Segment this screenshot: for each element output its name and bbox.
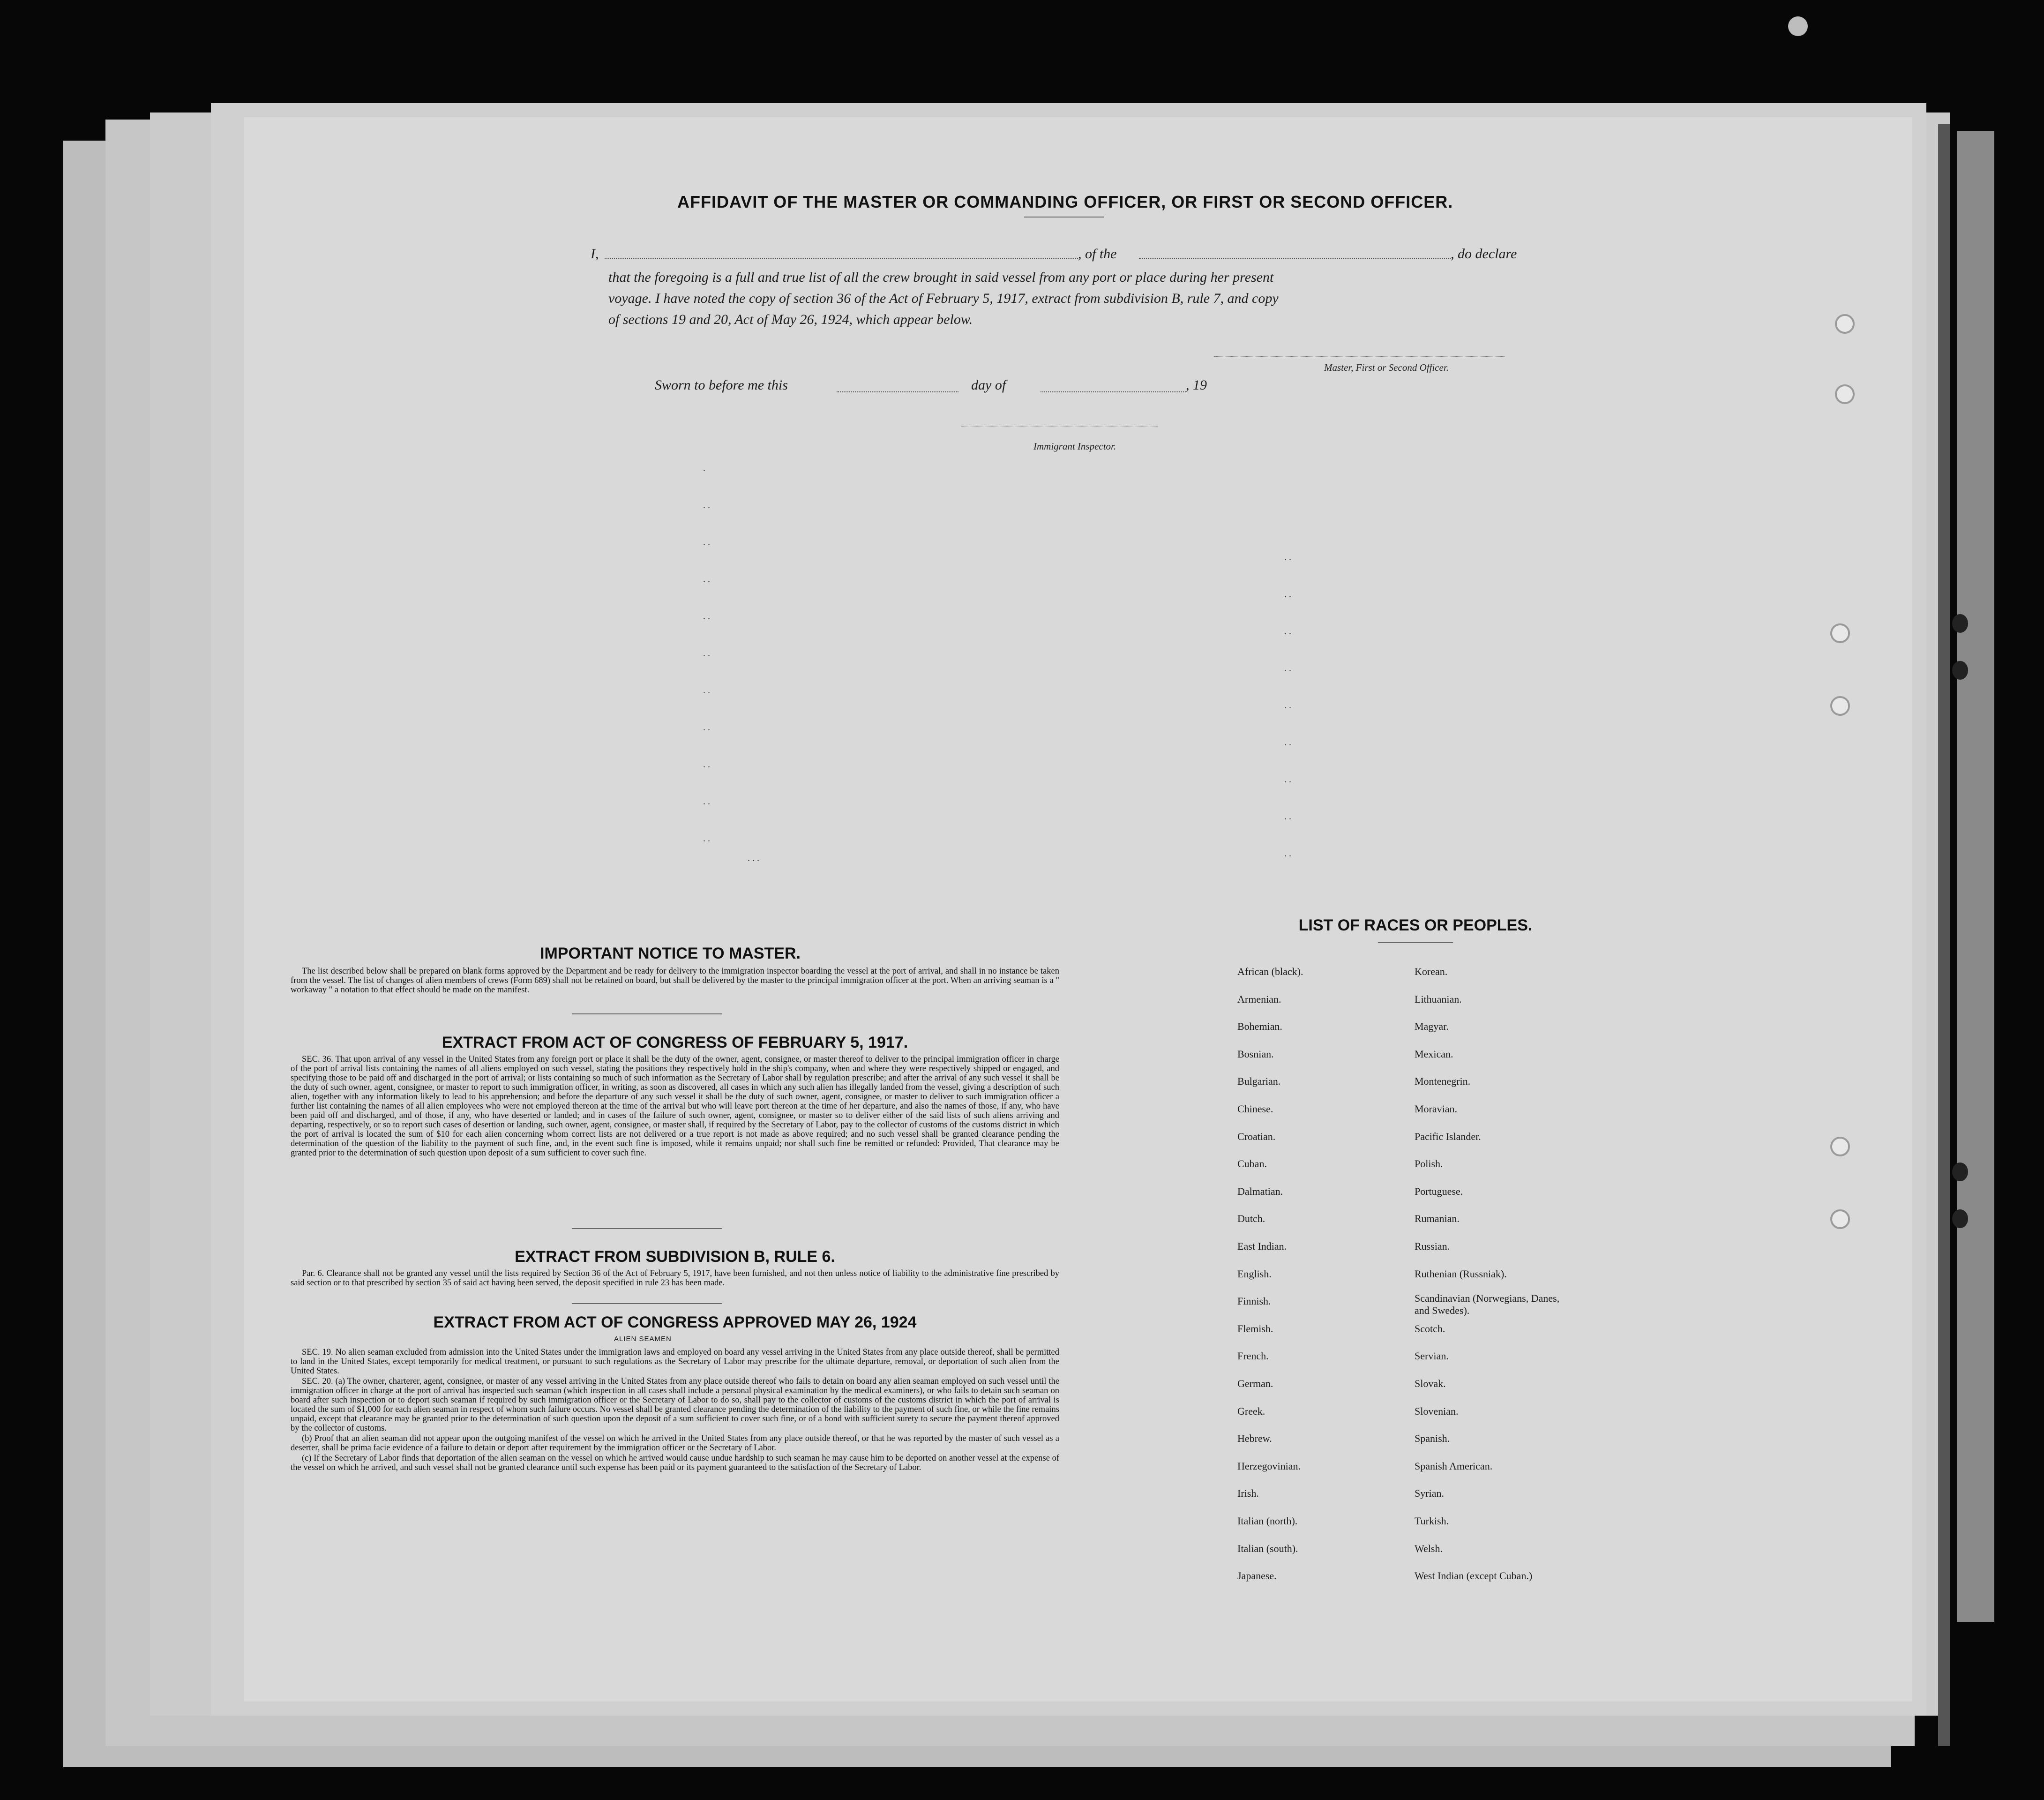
section-rule: [572, 1303, 722, 1304]
affidavit-line2: that the foregoing is a full and true list of all the crew brought in said vessel from any port or place during her present: [608, 270, 1274, 285]
affidavit-line3: voyage. I have noted the copy of section 36 of the Act of February 5, 1917, extract from subdivision B, rule 7, and copy: [608, 291, 1279, 306]
races-title: LIST OF RACES OR PEOPLES.: [1298, 916, 1533, 934]
master-label: Master, First or Second Officer.: [1324, 362, 1449, 373]
year-text: , 19: [1186, 377, 1207, 393]
notice-title: IMPORTANT NOTICE TO MASTER.: [540, 945, 801, 962]
race-item: Bulgarian.: [1237, 1075, 1281, 1088]
race-item: East Indian.: [1237, 1240, 1287, 1252]
section-36-text: SEC. 36. That upon arrival of any vessel in the United States from any foreign port or place it shall be the duty of the owner, agent, consignee, or master thereof to deliver to the principal immigration officer in charge of the port of arrival lists containing the names of all aliens employed on such vessel, stating the positions they respectively hold in the ship's company, when and where they were respectively shipped or engaged, and specifying those to be paid off and discharged in the port of arrival; or lists containing so much of such information as the Secretary of Labor shall by regulation prescribe; and after the arrival of any such vessel it shall be the duty of such owner, agent, consignee, or master to report to such immigration officer, in writing, as soon as discovered, all cases in which any such alien has illegally landed from the vessel, giving a description of such alien, together with any information likely to lead to his apprehension; and before the departure of any such vessel it shall be the duty of such owner, agent, consignee, or master to deliver to such immigration officer a further list containing the names of all alien employees who were not employed thereon at the time of the arrival but who will leave port thereon at the time of her departure, and also the names of those, if any, who have been paid off and discharged, and of those, if any, who have deserted or landed; and in cases of the failure of such owner, agent, consignee, or master so to deliver either of the said lists of such aliens arriving and departing, respectively, or so to report such cases of desertion or landing, such owner, agent, consignee, or master shall, if required by the Secretary of Labor, pay to the collector of customs of the customs district in which the port of arrival is located the sum of $10 for each alien concerning whom correct lists are not delivered or a true report is not made as above required; and no such vessel shall be granted clearance pending the determination of the question of the liability to the payment of such fine, and, in the event such fine is imposed, while it remains unpaid; nor shall such fine be remitted or refunded: Provided, That clearance may be granted prior to the determination of such question upon deposit of a sum sufficient to cover such fine.: [291, 1055, 1059, 1158]
binder-strip: [1957, 131, 1994, 1622]
sworn-day-field[interactable]: [837, 391, 958, 392]
sworn-month-field[interactable]: [1041, 391, 1186, 392]
extract-1924-body: [291, 1348, 1059, 1473]
race-item: Slovak.: [1415, 1378, 1446, 1389]
race-item: Italian (north).: [1237, 1515, 1298, 1527]
document-page: [244, 117, 1912, 1702]
punch-hole-icon: [1835, 314, 1855, 334]
punch-hole-icon: [1830, 696, 1850, 716]
punch-hole-icon: [1835, 384, 1855, 404]
race-item: Flemish.: [1237, 1322, 1273, 1335]
race-item: Spanish.: [1415, 1432, 1450, 1445]
affidavit-line4: of sections 19 and 20, Act of May 26, 1924, which appear below.: [608, 312, 973, 327]
section-19-text: SEC. 19. No alien seaman excluded from admission into the United States under the immigration laws and employed on board any vessel arriving in the United States from any place outside thereof, shall be permitted to land in the United States, except temporarily for medical treatment, or pursuant to such regulations as the Secretary of Labor may prescribe for the ultimate departure, removal, or deportation of such alien from the United States.: [291, 1348, 1059, 1376]
race-item: Scandinavian (Norwegians, Danes, and Swedes).: [1415, 1292, 1560, 1317]
race-item: Rumanian.: [1415, 1213, 1460, 1225]
corner-mark: [1788, 16, 1808, 36]
race-item: Syrian.: [1415, 1487, 1444, 1500]
race-item: Scotch.: [1415, 1322, 1445, 1335]
race-item: Lithuanian.: [1415, 993, 1462, 1005]
binder-hole-icon: [1952, 1209, 1968, 1228]
section-rule: [572, 1228, 722, 1229]
sworn-text: Sworn to before me this: [655, 377, 788, 393]
alien-seamen-subtitle: ALIEN SEAMEN: [614, 1335, 672, 1343]
notice-text: The list described below shall be prepared on blank forms approved by the Department and be ready for delivery to the immigration inspector boarding the vessel at the port of arrival, and shall in no instance be taken from the vessel. The list of changes of alien members of crews (Form 689) shall not be retained on board, but shall be delivered by the master to the principal immigration officer at the port. When an arriving seaman is a " workaway " a notation to that effect should be made on the manifest.: [291, 967, 1059, 995]
affidavit-of-the: , of the: [1078, 246, 1117, 262]
race-item: Armenian.: [1237, 993, 1281, 1005]
race-item: Magyar.: [1415, 1020, 1449, 1033]
race-item: Portuguese.: [1415, 1185, 1463, 1197]
race-item: Hebrew.: [1237, 1432, 1272, 1445]
notice-body: [291, 967, 1059, 996]
race-item: Polish.: [1415, 1158, 1443, 1170]
rule-6-body: [291, 1269, 1059, 1289]
affidavit-i: I,: [591, 246, 599, 262]
race-item: Turkish.: [1415, 1515, 1449, 1527]
extract-1917-title: EXTRACT FROM ACT OF CONGRESS OF FEBRUARY 5, 1917.: [442, 1034, 908, 1051]
race-item: Moravian.: [1415, 1103, 1458, 1115]
race-item: Slovenian.: [1415, 1405, 1459, 1417]
race-item: Bosnian.: [1237, 1048, 1274, 1060]
race-item: Croatian.: [1237, 1130, 1276, 1142]
race-item: Korean.: [1415, 966, 1448, 977]
race-item: French.: [1237, 1350, 1269, 1362]
race-item: West Indian (except Cuban.): [1415, 1570, 1533, 1582]
race-item: Mexican.: [1415, 1048, 1453, 1060]
binder-hole-icon: [1952, 614, 1968, 633]
race-item: Irish.: [1237, 1487, 1259, 1500]
race-item: Montenegrin.: [1415, 1075, 1471, 1088]
dot-marks: . . . . . . . . . . . . . . . . . . . . .: [703, 463, 710, 844]
race-item: Japanese.: [1237, 1570, 1277, 1582]
day-of-text: day of: [971, 377, 1006, 393]
master-signature-line[interactable]: [1214, 356, 1505, 357]
punch-hole-icon: [1830, 623, 1850, 643]
dot-marks: . . .: [748, 853, 759, 863]
race-item: Chinese.: [1237, 1103, 1273, 1115]
race-item: Bohemian.: [1237, 1020, 1282, 1033]
race-item: Greek.: [1237, 1405, 1265, 1417]
race-item: Spanish American.: [1415, 1460, 1493, 1472]
race-item: Pacific Islander.: [1415, 1130, 1481, 1142]
title-rule: [1024, 217, 1104, 218]
section-20b-text: (b) Proof that an alien seaman did not appear upon the outgoing manifest of the vessel on which he arrived in the United States from any place outside thereof, or that he was reported by the master of such vessel as a deserter, shall be prima facie evidence of a failure to detain or deport after requirement by the immigration officer or the Secretary of Labor.: [291, 1434, 1059, 1453]
race-item: Russian.: [1415, 1240, 1450, 1252]
race-item: Dutch.: [1237, 1213, 1265, 1225]
race-item: Italian (south).: [1237, 1542, 1298, 1554]
binder-edge: [1938, 124, 1950, 1746]
rule-6-text: Par. 6. Clearance shall not be granted any vessel until the lists required by Section 36 of the Act of February 5, 1917, have been furnished, and not then unless notice of liability to the administrative fine prescribed by said section or to that prescribed by section 35 of said act having been served, the deposit specified in rule 23 has been made.: [291, 1269, 1059, 1288]
rule-6-title: EXTRACT FROM SUBDIVISION B, RULE 6.: [515, 1248, 835, 1266]
race-item: Servian.: [1415, 1350, 1449, 1362]
punch-hole-icon: [1830, 1209, 1850, 1229]
name-field[interactable]: [605, 258, 1078, 259]
punch-hole-icon: [1830, 1137, 1850, 1156]
race-item: Herzegovinian.: [1237, 1460, 1301, 1472]
dot-marks: . . . . . . . . . . . . . . . . . .: [1284, 552, 1291, 859]
races-rule: [1378, 942, 1453, 943]
extract-1917-body: [291, 1055, 1059, 1159]
race-item: Welsh.: [1415, 1542, 1443, 1554]
vessel-field[interactable]: [1139, 258, 1451, 259]
race-item: African (black).: [1237, 966, 1303, 977]
race-item: Dalmatian.: [1237, 1185, 1283, 1197]
affidavit-title: AFFIDAVIT OF THE MASTER OR COMMANDING OFFICER, OR FIRST OR SECOND OFFICER.: [677, 192, 1453, 211]
race-item: Ruthenian (Russniak).: [1415, 1268, 1507, 1280]
race-item: Finnish.: [1237, 1295, 1271, 1307]
inspector-label: Immigrant Inspector.: [1033, 441, 1116, 452]
race-item: Cuban.: [1237, 1158, 1267, 1170]
section-20a-text: SEC. 20. (a) The owner, charterer, agent, consignee, or master of any vessel arriving in the United States from any place outside thereof who fails to detain on board any alien seaman employed on such vessel until the immigration officer in charge at the port of arrival has inspected such seaman (which inspection in all cases shall include a personal physical examination by the medical examiners), or who fails to detain such seaman on board after such inspection or to deport such seaman if required by such immigration officer or the Secretary of Labor to do so, shall pay to the collector of customs of the customs district in which the port of arrival is located the sum of $1,000 for each alien seaman in respect of whom such failure occurs. No vessel shall be granted clearance pending the determination of the liability to the payment of such fine, or while the fine remains unpaid, except that clearance may be granted prior to the determination of such question upon the deposit of a sum sufficient to cover such fine, or of a bond with sufficient surety to secure the payment thereof approved by the collector of customs.: [291, 1377, 1059, 1433]
binder-hole-icon: [1952, 1162, 1968, 1181]
binder-hole-icon: [1952, 661, 1968, 680]
race-item: English.: [1237, 1268, 1272, 1280]
extract-1924-title: EXTRACT FROM ACT OF CONGRESS APPROVED MAY 26, 1924: [433, 1313, 917, 1331]
race-item: German.: [1237, 1378, 1273, 1389]
section-rule: [572, 1013, 722, 1014]
affidavit-declare: , do declare: [1451, 246, 1517, 262]
section-20c-text: (c) If the Secretary of Labor finds that deportation of the alien seaman on the vessel on which he arrived would cause undue hardship to such seaman he may cause him to be deported on another vessel at the expense of the vessel on which he arrived, and such vessel shall not be granted clearance until such expense has been paid or its payment guaranteed to the satisfaction of the Secretary of Labor.: [291, 1454, 1059, 1472]
